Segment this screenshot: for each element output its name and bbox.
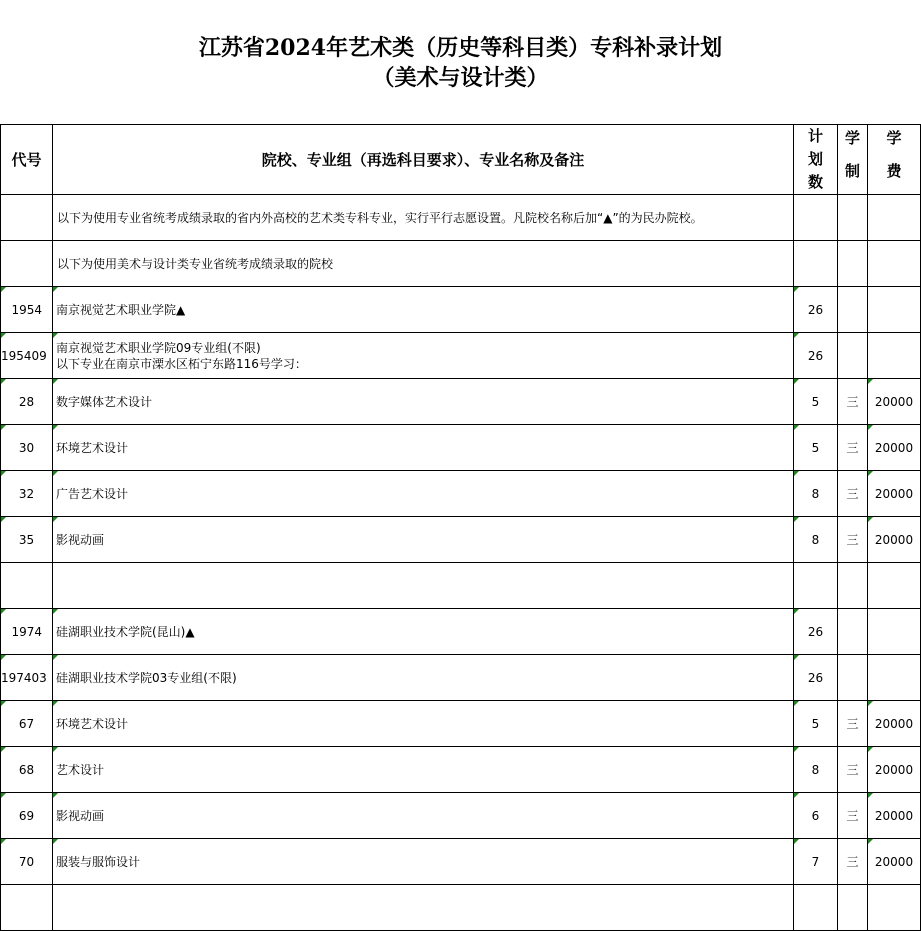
table-row bbox=[1, 379, 921, 425]
cell-fee bbox=[868, 655, 921, 701]
name-text: 以下为使用专业省统考成绩录取的省内外高校的艺术类专科专业，实行平行志愿设置。凡院校名称后加“▲”的为民办院校。 bbox=[57, 211, 703, 225]
table-row bbox=[1, 839, 921, 885]
name-text: 影视动画 bbox=[56, 532, 105, 547]
cell-name bbox=[53, 517, 794, 563]
cell-duration: 三 bbox=[838, 701, 868, 747]
name-text: 南京视觉艺术职业学院09专业组(不限) bbox=[56, 340, 261, 355]
page-subtitle: （美术与设计类） bbox=[372, 65, 549, 91]
cell-duration bbox=[838, 195, 868, 241]
table-row bbox=[1, 517, 921, 563]
table-row bbox=[1, 563, 921, 609]
cell-plan: 8 bbox=[794, 517, 838, 563]
table-row bbox=[1, 425, 921, 471]
name-text: 环境艺术设计 bbox=[56, 716, 129, 731]
name-text: 影视动画 bbox=[56, 808, 105, 823]
name-text: 硅湖职业技术学院(昆山)▲ bbox=[56, 624, 195, 639]
cell-name bbox=[53, 885, 794, 931]
cell-code: 67 bbox=[1, 701, 53, 747]
cell-duration bbox=[838, 333, 868, 379]
cell-plan: 5 bbox=[794, 701, 838, 747]
header-duration: 学 制 bbox=[838, 125, 868, 195]
table-row bbox=[1, 793, 921, 839]
cell-code: 68 bbox=[1, 747, 53, 793]
cell-name bbox=[53, 333, 794, 379]
cell-code bbox=[1, 195, 53, 241]
cell-fee: 20000 bbox=[868, 793, 921, 839]
plan-table bbox=[0, 124, 921, 931]
cell-name bbox=[53, 471, 794, 517]
cell-plan: 6 bbox=[794, 793, 838, 839]
cell-plan: 7 bbox=[794, 839, 838, 885]
cell-name bbox=[53, 563, 794, 609]
table-row bbox=[1, 655, 921, 701]
table-row bbox=[1, 747, 921, 793]
cell-code bbox=[1, 885, 53, 931]
header-fee: 学 费 bbox=[868, 125, 921, 195]
cell-plan: 26 bbox=[794, 655, 838, 701]
header-name: 院校、专业组（再选科目要求）、专业名称及备注 bbox=[53, 125, 794, 195]
cell-duration: 三 bbox=[838, 747, 868, 793]
cell-fee bbox=[868, 195, 921, 241]
cell-code bbox=[1, 241, 53, 287]
cell-plan bbox=[794, 563, 838, 609]
cell-code: 1954 bbox=[1, 287, 53, 333]
cell-code: 70 bbox=[1, 839, 53, 885]
cell-plan: 26 bbox=[794, 333, 838, 379]
cell-plan bbox=[794, 885, 838, 931]
cell-name bbox=[53, 425, 794, 471]
cell-code: 197403 bbox=[1, 655, 53, 701]
table-header-row bbox=[1, 125, 921, 195]
cell-duration bbox=[838, 655, 868, 701]
header-plan: 计 划 数 bbox=[794, 125, 838, 195]
cell-fee: 20000 bbox=[868, 379, 921, 425]
cell-duration bbox=[838, 609, 868, 655]
cell-fee bbox=[868, 609, 921, 655]
cell-plan: 5 bbox=[794, 379, 838, 425]
cell-duration: 三 bbox=[838, 839, 868, 885]
cell-duration: 三 bbox=[838, 517, 868, 563]
table-row bbox=[1, 701, 921, 747]
table-row bbox=[1, 609, 921, 655]
cell-fee bbox=[868, 287, 921, 333]
cell-plan: 8 bbox=[794, 471, 838, 517]
cell-name bbox=[53, 747, 794, 793]
name-text: 硅湖职业技术学院03专业组(不限) bbox=[56, 670, 237, 685]
cell-plan: 26 bbox=[794, 609, 838, 655]
cell-fee: 20000 bbox=[868, 471, 921, 517]
cell-fee bbox=[868, 885, 921, 931]
cell-name bbox=[53, 839, 794, 885]
cell-fee: 20000 bbox=[868, 839, 921, 885]
cell-plan: 5 bbox=[794, 425, 838, 471]
name-text: 数字媒体艺术设计 bbox=[56, 394, 153, 409]
cell-plan bbox=[794, 241, 838, 287]
cell-code: 30 bbox=[1, 425, 53, 471]
cell-duration bbox=[838, 563, 868, 609]
header-code: 代号 bbox=[1, 125, 53, 195]
cell-code: 195409 bbox=[1, 333, 53, 379]
name-text: 以下为使用美术与设计类专业省统考成绩录取的院校 bbox=[57, 257, 334, 271]
cell-fee: 20000 bbox=[868, 701, 921, 747]
cell-duration: 三 bbox=[838, 379, 868, 425]
cell-name bbox=[53, 287, 794, 333]
cell-name bbox=[53, 241, 794, 287]
cell-code: 1974 bbox=[1, 609, 53, 655]
cell-duration: 三 bbox=[838, 425, 868, 471]
cell-name bbox=[53, 701, 794, 747]
cell-plan: 8 bbox=[794, 747, 838, 793]
cell-fee: 20000 bbox=[868, 425, 921, 471]
cell-code: 69 bbox=[1, 793, 53, 839]
cell-duration: 三 bbox=[838, 471, 868, 517]
cell-duration bbox=[838, 885, 868, 931]
cell-fee: 20000 bbox=[868, 517, 921, 563]
table-row bbox=[1, 195, 921, 241]
cell-duration bbox=[838, 241, 868, 287]
cell-duration bbox=[838, 287, 868, 333]
name-note-text: 以下专业在南京市溧水区柘宁东路116号学习： bbox=[56, 356, 307, 371]
cell-duration: 三 bbox=[838, 793, 868, 839]
cell-fee bbox=[868, 241, 921, 287]
name-text: 广告艺术设计 bbox=[56, 486, 129, 501]
cell-name bbox=[53, 195, 794, 241]
table-row bbox=[1, 287, 921, 333]
cell-code: 28 bbox=[1, 379, 53, 425]
cell-fee bbox=[868, 333, 921, 379]
cell-name bbox=[53, 655, 794, 701]
cell-fee bbox=[868, 563, 921, 609]
name-text: 南京视觉艺术职业学院▲ bbox=[56, 302, 186, 317]
cell-code bbox=[1, 563, 53, 609]
name-text: 艺术设计 bbox=[56, 762, 105, 777]
cell-name bbox=[53, 609, 794, 655]
page-title: 江苏省2024年艺术类（历史等科目类）专科补录计划 bbox=[198, 35, 723, 61]
cell-plan: 26 bbox=[794, 287, 838, 333]
cell-code: 35 bbox=[1, 517, 53, 563]
cell-fee: 20000 bbox=[868, 747, 921, 793]
name-text: 服装与服饰设计 bbox=[56, 854, 141, 869]
table-row bbox=[1, 241, 921, 287]
cell-name bbox=[53, 379, 794, 425]
cell-code: 32 bbox=[1, 471, 53, 517]
table-row bbox=[1, 471, 921, 517]
table-row bbox=[1, 885, 921, 931]
cell-plan bbox=[794, 195, 838, 241]
table-row bbox=[1, 333, 921, 379]
name-text: 环境艺术设计 bbox=[56, 440, 129, 455]
cell-name bbox=[53, 793, 794, 839]
